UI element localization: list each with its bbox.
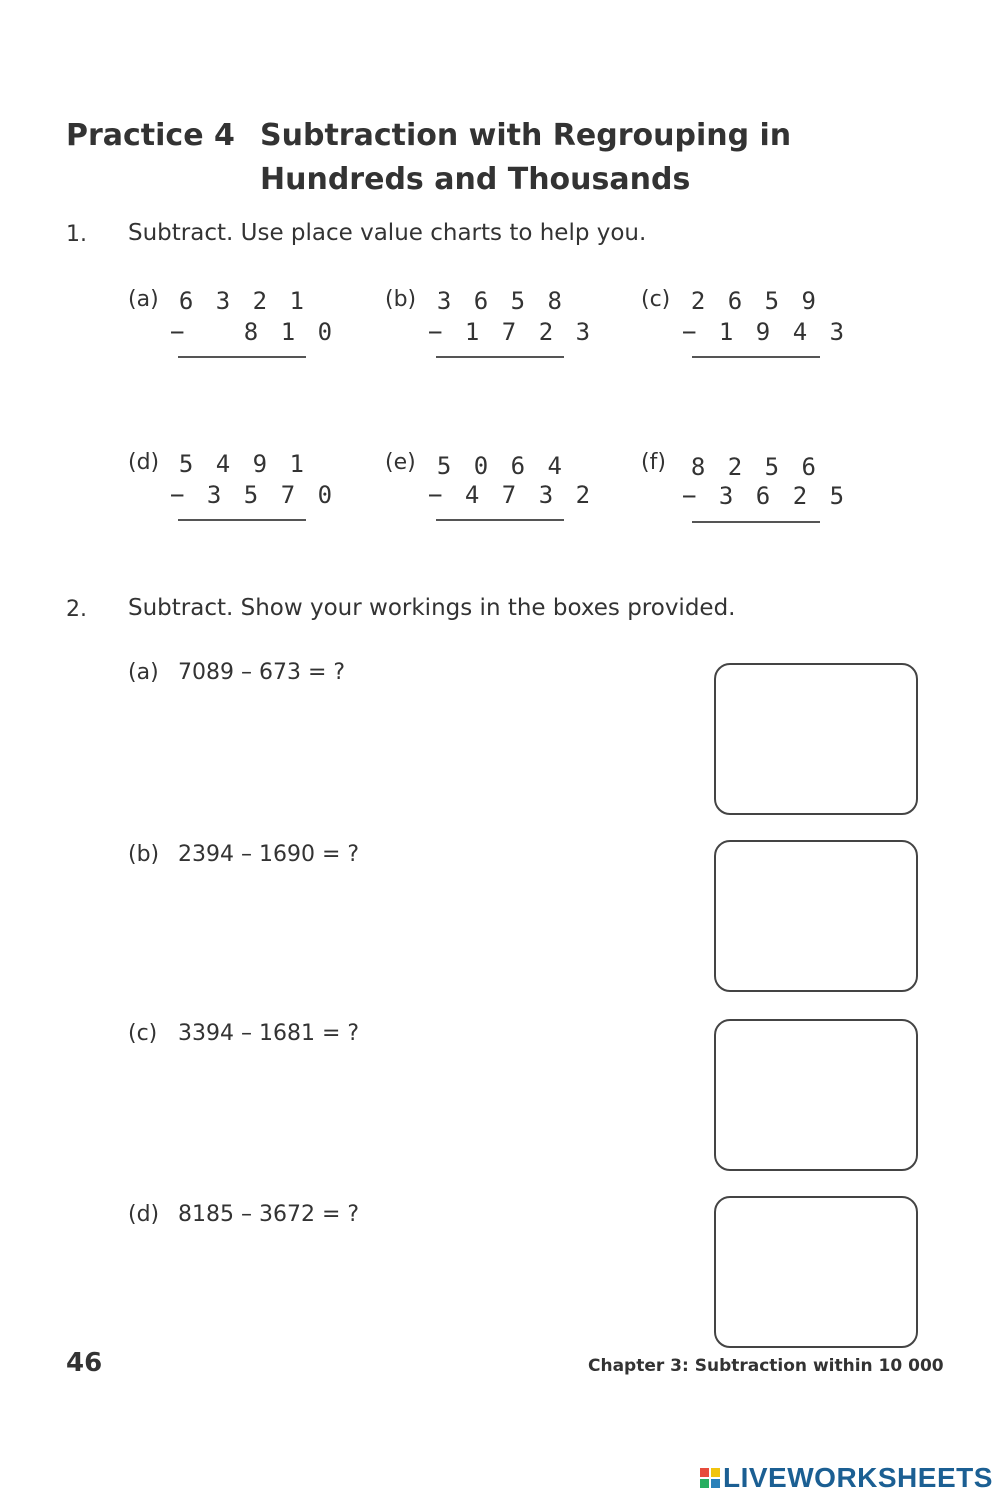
- q2-c-expression: 3394 – 1681 = ?: [178, 1021, 360, 1046]
- title-line-2: Hundreds and Thousands: [260, 162, 691, 197]
- liveworksheets-brand: LIVEWORKSHEETS: [723, 1462, 993, 1493]
- title-line-1: Subtraction with Regrouping in: [260, 118, 792, 153]
- q2-a-expression: 7089 – 673 = ?: [178, 660, 346, 685]
- practice-label: Practice 4: [66, 118, 235, 153]
- q2-d-expression: 8185 – 3672 = ?: [178, 1202, 360, 1227]
- q1-b-label: (b): [385, 287, 417, 312]
- q2-d-answer-box[interactable]: [714, 1196, 918, 1348]
- q2-b-label: (b): [128, 842, 160, 867]
- q2-a-label: (a): [128, 660, 159, 685]
- q2-c-label: (c): [128, 1021, 158, 1046]
- q1-f-top-number: 8 2 5 6: [690, 453, 820, 481]
- chapter-footer: Chapter 3: Subtraction within 10 000: [588, 1356, 944, 1376]
- q1-b-top-number: 3 6 5 8: [436, 287, 566, 315]
- q2-c-answer-box[interactable]: [714, 1019, 918, 1171]
- q1-f-answer-line: [692, 521, 820, 523]
- q1-a-bottom-number: − 8 1 0: [170, 318, 337, 346]
- q1-d-top-number: 5 4 9 1: [178, 450, 308, 478]
- q2-d-label: (d): [128, 1202, 160, 1227]
- q1-e-label: (e): [385, 450, 416, 475]
- page-number: 46: [66, 1348, 103, 1378]
- q1-c-bottom-number: − 1 9 4 3: [682, 318, 849, 346]
- q2-b-expression: 2394 – 1690 = ?: [178, 842, 360, 867]
- q1-a-label: (a): [128, 287, 159, 312]
- q1-e-bottom-number: − 4 7 3 2: [428, 481, 595, 509]
- liveworksheets-grid-icon: [700, 1468, 720, 1488]
- q1-d-label: (d): [128, 450, 160, 475]
- question-1-number: 1.: [66, 222, 87, 247]
- q1-a-answer-line: [178, 356, 306, 358]
- liveworksheets-logo: [700, 1462, 993, 1494]
- q1-c-label: (c): [641, 287, 671, 312]
- q1-a-top-number: 6 3 2 1: [178, 287, 308, 315]
- q2-b-answer-box[interactable]: [714, 840, 918, 992]
- q1-f-bottom-number: − 3 6 2 5: [682, 482, 849, 510]
- q1-b-answer-line: [436, 356, 564, 358]
- q1-e-top-number: 5 0 6 4: [436, 452, 566, 480]
- q1-e-answer-line: [436, 519, 564, 521]
- q2-a-answer-box[interactable]: [714, 663, 918, 815]
- q1-c-top-number: 2 6 5 9: [690, 287, 820, 315]
- question-2-number: 2.: [66, 597, 87, 622]
- question-1-instruction: Subtract. Use place value charts to help you.: [128, 220, 647, 246]
- q1-b-bottom-number: − 1 7 2 3: [428, 318, 595, 346]
- question-2-instruction: Subtract. Show your workings in the boxes provided.: [128, 595, 736, 621]
- q1-f-label: (f): [641, 450, 666, 475]
- q1-d-bottom-number: − 3 5 7 0: [170, 481, 337, 509]
- q1-d-answer-line: [178, 519, 306, 521]
- q1-c-answer-line: [692, 356, 820, 358]
